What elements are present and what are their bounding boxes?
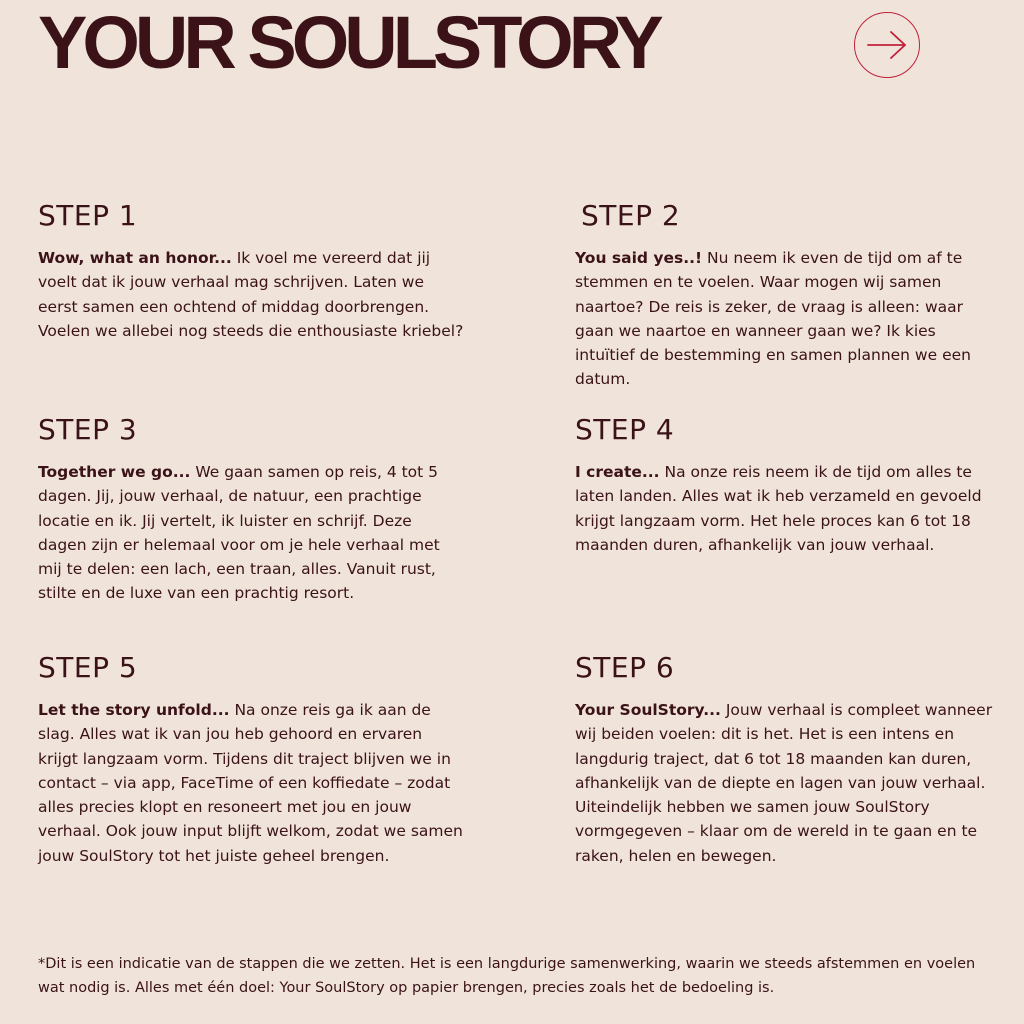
step-4-heading: STEP 4 — [575, 413, 675, 446]
step-1-body: Ik voel me vereerd dat jij voelt dat ik jouw verhaal mag schrijven. Laten we eerst samen een ochtend of middag doorbrengen. Voelen we allebei nog steeds die enthousiaste kriebel? — [38, 249, 464, 340]
step-2-heading: STEP 2 — [581, 199, 681, 232]
step-5-body: Na onze reis ga ik aan de slag. Alles wat ik van jou heb gehoord en ervaren krijgt langzaam vorm. Tijdens dit traject blijven we in contact – via app, FaceTime of een koffiedate – zodat alles precies klopt en resoneert met jou en jouw verhaal. Ook jouw input blijft welkom, zodat we samen jouw SoulStory tot het juiste geheel brengen. — [38, 701, 463, 865]
step-3-text — [38, 460, 458, 606]
step-1-heading: STEP 1 — [38, 199, 138, 232]
next-button[interactable] — [854, 12, 920, 78]
step-6 — [575, 652, 995, 868]
step-3-lead: Together we go... — [38, 463, 191, 481]
step-1-lead: Wow, what an honor... — [38, 249, 232, 267]
step-4-body: Na onze reis neem ik de tijd om alles te laten landen. Alles wat ik heb verzameld en gevoeld krijgt langzaam vorm. Het hele proces kan 6 tot 18 maanden duren, afhankelijk van jouw verhaal. — [575, 463, 982, 554]
step-1 — [38, 200, 468, 343]
step-4-text — [575, 460, 1000, 557]
step-2-text — [575, 246, 995, 392]
step-6-heading: STEP 6 — [575, 651, 675, 684]
footnote: *Dit is een indicatie van de stappen die we zetten. Het is een langdurige samenwerking, waarin we steeds afstemmen en voelen wat nodig is. Alles met één doel: Your SoulStory op papier brengen, precies zoals het de bedoeling is. — [38, 956, 976, 996]
step-3 — [38, 414, 458, 606]
page-title: YOUR SOULSTORY — [38, 1, 659, 84]
step-6-body: Jouw verhaal is compleet wanneer wij beiden voelen: dit is het. Het is een intens en langdurig traject, dat 6 tot 18 maanden kan duren, afhankelijk van de diepte en lagen van jouw verhaal. Uiteindelijk hebben we samen jouw SoulStory vormgegeven – klaar om de wereld in te gaan en te raken, helen en bewegen. — [575, 701, 993, 865]
step-3-body: We gaan samen op reis, 4 tot 5 dagen. Jij, jouw verhaal, de natuur, een prachtige locatie en ik. Jij vertelt, ik luister en schrijf. Deze dagen zijn er helemaal voor om je hele verhaal met mij te delen: een lach, een traan, alles. Vanuit rust, stilte en de luxe van een prachtig resort. — [38, 463, 440, 603]
step-5 — [38, 652, 463, 868]
step-2 — [575, 200, 995, 392]
step-2-lead: You said yes..! — [575, 249, 703, 267]
step-6-text — [575, 698, 995, 868]
step-5-heading: STEP 5 — [38, 651, 138, 684]
step-1-text — [38, 246, 468, 343]
step-4-lead: I create... — [575, 463, 660, 481]
step-6-lead: Your SoulStory... — [575, 701, 721, 719]
step-2-body: Nu neem ik even de tijd om af te stemmen en te voelen. Waar mogen wij samen naartoe? De reis is zeker, de vraag is alleen: waar gaan we naartoe en wanneer gaan we? Ik kies intuïtief de bestemming en samen plannen we een datum. — [575, 249, 971, 389]
arrow-right-icon — [865, 30, 909, 60]
step-4 — [575, 414, 1000, 557]
step-3-heading: STEP 3 — [38, 413, 138, 446]
step-5-lead: Let the story unfold... — [38, 701, 230, 719]
step-5-text — [38, 698, 463, 868]
